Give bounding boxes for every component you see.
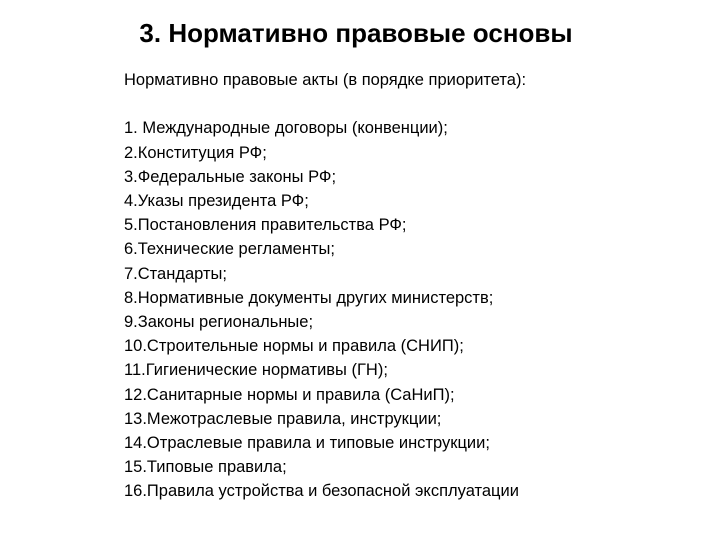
list-item: 7.Стандарты;: [124, 264, 227, 283]
intro-text: Нормативно правовые акты (в порядке приоритета):: [124, 71, 527, 89]
list-item: 5.Постановления правительства РФ;: [124, 216, 407, 235]
list-item: 4.Указы президента РФ;: [124, 192, 309, 210]
spacer: [124, 92, 714, 116]
list-item: 8.Нормативные документы других министерств;: [124, 288, 494, 307]
list-item: 16.Правила устройства и безопасной эксплуатации: [124, 482, 519, 501]
slide-body: [124, 68, 714, 504]
acts-list: [124, 116, 714, 503]
list-item: 3.Федеральные законы РФ;: [124, 167, 337, 186]
list-item: 14.Отраслевые правила и типовые инструкции;: [124, 434, 490, 453]
list-item: 13.Межотраслевые правила, инструкции;: [124, 409, 442, 428]
slide-title: 3. Нормативно правовые основы: [139, 18, 573, 48]
list-item: 10.Строительные нормы и правила (СНИП);: [124, 337, 464, 356]
list-item: 12.Санитарные нормы и правила (СаНиП);: [124, 385, 455, 404]
list-item: 11.Гигиенические нормативы (ГН);: [124, 361, 388, 380]
list-item: 15.Типовые правила;: [124, 458, 287, 477]
list-item: 9.Законы региональные;: [124, 313, 314, 332]
list-item: 1. Международные договоры (конвенции);: [124, 119, 448, 138]
list-item: 6.Технические регламенты;: [124, 240, 335, 259]
list-item: 2.Конституция РФ;: [124, 143, 267, 162]
